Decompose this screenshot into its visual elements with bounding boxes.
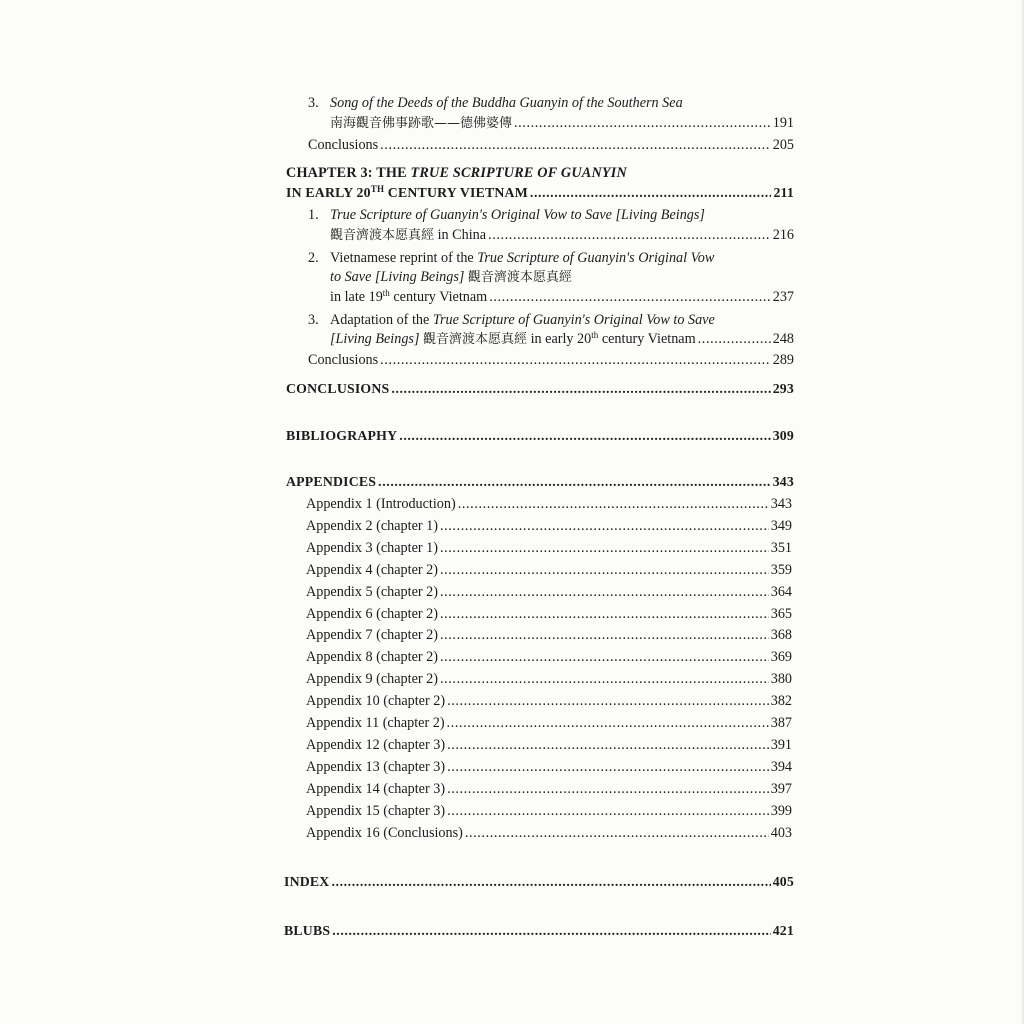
toc-entry-label: Appendix 12 (chapter 3) (306, 737, 446, 753)
toc-entry-appendix[interactable] (306, 736, 792, 754)
leader-dots (447, 780, 769, 798)
toc-entry-label: Appendix 10 (chapter 2) (306, 693, 446, 709)
toc-entry-ch3-1-line1: 1. True Scripture of Guanyin's Original Vow to Save [Living Beings] (308, 207, 705, 223)
toc-entry-label: Appendix 3 (chapter 1) (306, 540, 438, 556)
toc-entry-appendix[interactable] (306, 758, 792, 776)
leader-dots (447, 736, 769, 754)
toc-entry-appendix[interactable] (306, 670, 792, 688)
leader-dots (698, 330, 771, 348)
toc-page-number: 405 (772, 874, 794, 889)
toc-entry-label: Appendix 2 (chapter 1) (306, 518, 438, 534)
toc-entry-appendix[interactable] (306, 626, 792, 644)
toc-entry-appendix[interactable] (306, 583, 792, 601)
toc-page-number: 191 (772, 115, 794, 131)
toc-page-number: 387 (770, 715, 792, 731)
toc-entry-label: Appendix 8 (chapter 2) (306, 649, 438, 665)
leader-dots (489, 288, 771, 306)
toc-page-number: 289 (772, 352, 794, 368)
toc-entry-appendix[interactable] (306, 495, 792, 513)
leader-dots (440, 648, 769, 666)
leader-dots (391, 380, 770, 398)
toc-entry-ch3-3-line1: 3. Adaptation of the True Scripture of Guanyin's Original Vow to Save (308, 312, 715, 328)
toc-chapter-3[interactable]: IN EARLY 20TH CENTURY VIETNAM ..... 211 (286, 184, 794, 202)
leader-dots (458, 495, 769, 513)
toc-page-number: 399 (770, 803, 792, 819)
leader-dots (447, 802, 769, 820)
toc-entry-label: Appendix 14 (chapter 3) (306, 781, 446, 797)
toc-entry-appendix[interactable] (306, 539, 792, 557)
toc-page-number: 205 (772, 137, 794, 153)
toc-entry-label: Appendix 16 (Conclusions) (306, 825, 463, 841)
leader-dots (447, 758, 769, 776)
toc-section-appendices[interactable]: APPENDICES ..... 343 (286, 473, 794, 491)
toc-chapter-3-line1: CHAPTER 3: THE TRUE SCRIPTURE OF GUANYIN (286, 165, 627, 181)
toc-entry-label: Appendix 15 (chapter 3) (306, 803, 446, 819)
leader-dots (447, 692, 769, 710)
toc-entry-label: Appendix 6 (chapter 2) (306, 606, 438, 622)
toc-entry-cjk: 南海觀音佛事跡歌——德佛婆傳 (330, 116, 513, 131)
toc-section-conclusions[interactable]: CONCLUSIONS ..... 293 (286, 380, 794, 398)
toc-page-number: 349 (770, 518, 792, 534)
toc-page-number: 309 (772, 428, 794, 443)
toc-page-number: 248 (772, 331, 794, 347)
leader-dots (440, 517, 769, 535)
toc-entry-label: Appendix 5 (chapter 2) (306, 584, 438, 600)
toc-entry-ch2-3-line1: 3. Song of the Deeds of the Buddha Guanyin of the Southern Sea (308, 95, 683, 111)
leader-dots (380, 351, 771, 369)
toc-page-number: 343 (770, 496, 792, 512)
toc-section-index[interactable]: INDEX ..... 405 (284, 873, 794, 891)
toc-entry-ch2-conclusions[interactable]: Conclusions ..... 205 (308, 136, 794, 154)
toc-entry-appendix[interactable] (306, 605, 792, 623)
leader-dots (380, 136, 771, 154)
toc-entry-appendix[interactable] (306, 780, 792, 798)
toc-entry-appendix[interactable] (306, 517, 792, 535)
toc-entry-ch3-1[interactable]: 觀音濟渡本愿真經 in China ..... 216 (330, 226, 794, 245)
toc-page-number: 351 (770, 540, 792, 556)
toc-page-number: 403 (770, 825, 792, 841)
toc-entry-ch3-2[interactable]: in late 19th century Vietnam ..... 237 (330, 288, 794, 306)
leader-dots (530, 184, 772, 202)
toc-page-number: 237 (772, 289, 794, 305)
toc-entry-label: Appendix 13 (chapter 3) (306, 759, 446, 775)
leader-dots (440, 605, 769, 623)
toc-page-number: 368 (770, 627, 792, 643)
toc-entry-ch3-2-line1: 2. Vietnamese reprint of the True Scripture of Guanyin's Original Vow (308, 250, 715, 266)
leader-dots (488, 226, 771, 244)
leader-dots (440, 670, 769, 688)
toc-entry-ch3-2-line2: to Save [Living Beings] 觀音濟渡本愿真經 (330, 269, 572, 285)
toc-entry-appendix[interactable] (306, 561, 792, 579)
toc-page-number: 365 (770, 606, 792, 622)
toc-section-blubs[interactable]: BLUBS ..... 421 (284, 922, 794, 940)
toc-entry-label: Appendix 1 (Introduction) (306, 496, 456, 512)
leader-dots (399, 427, 770, 445)
toc-entry-appendix[interactable] (306, 824, 792, 842)
toc-page-number: 394 (770, 759, 792, 775)
toc-page-number: 359 (770, 562, 792, 578)
leader-dots (440, 583, 769, 601)
toc-page-number: 421 (772, 923, 794, 938)
leader-dots (378, 473, 771, 491)
leader-dots (440, 626, 769, 644)
toc-entry-label: Appendix 4 (chapter 2) (306, 562, 438, 578)
toc-page-number: 382 (770, 693, 792, 709)
toc-section-bibliography[interactable]: BIBLIOGRAPHY ..... 309 (286, 427, 794, 445)
toc-entry-label: Appendix 11 (chapter 2) (306, 715, 445, 731)
toc-entry-ch2-3[interactable] (330, 114, 794, 133)
leader-dots (440, 539, 769, 557)
leader-dots (332, 922, 770, 940)
toc-page-number: 397 (770, 781, 792, 797)
leader-dots (331, 873, 770, 891)
leader-dots (465, 824, 769, 842)
toc-page-number: 369 (770, 649, 792, 665)
toc-entry-appendix[interactable] (306, 648, 792, 666)
toc-entry-title: Song of the Deeds of the Buddha Guanyin of the Southern Sea (330, 95, 683, 111)
toc-page-number: 380 (770, 671, 792, 687)
toc-page-number: 343 (772, 474, 794, 489)
toc-entry-ch3-3[interactable]: [Living Beings] 觀音濟渡本愿真經 in early 20th century Vietnam ..... 248 (330, 330, 794, 349)
toc-entry-appendix[interactable] (306, 692, 792, 710)
leader-dots (440, 561, 769, 579)
toc-page-number: 216 (772, 227, 794, 243)
toc-page-number: 391 (770, 737, 792, 753)
leader-dots (514, 114, 771, 132)
toc-entry-label: Appendix 7 (chapter 2) (306, 627, 438, 643)
toc-entry-appendix[interactable] (306, 714, 792, 732)
toc-entry-label: Appendix 9 (chapter 2) (306, 671, 438, 687)
toc-page-number: 364 (770, 584, 792, 600)
toc-page-number: 293 (772, 381, 794, 396)
toc-entry-ch3-conclusions[interactable]: Conclusions ..... 289 (308, 351, 794, 369)
toc-entry-appendix[interactable] (306, 802, 792, 820)
leader-dots (447, 714, 769, 732)
toc-page-number: 211 (773, 185, 794, 200)
